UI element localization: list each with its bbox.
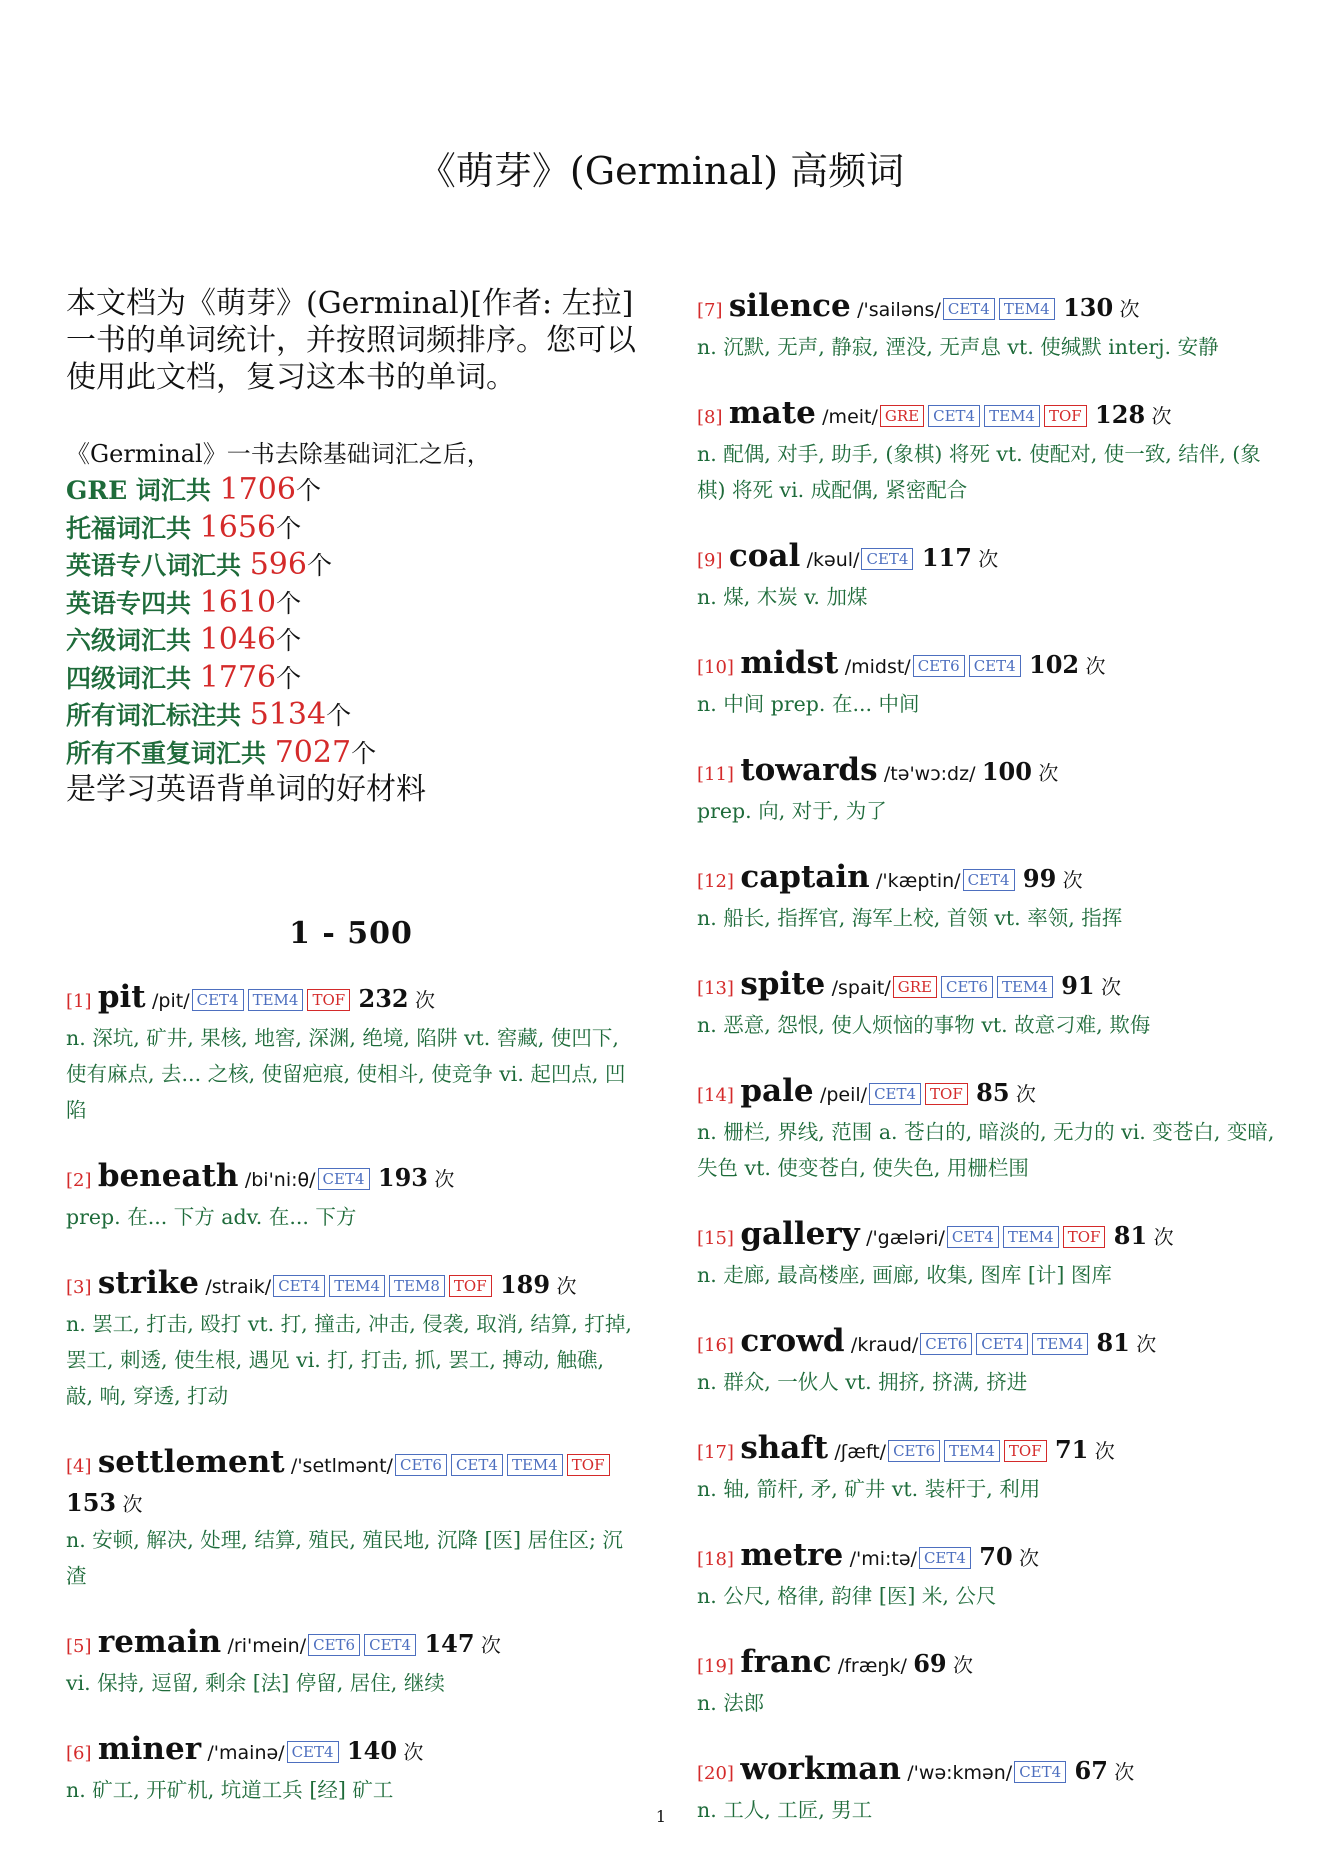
count-suffix: 次 xyxy=(1094,1439,1115,1463)
entry-word: pit xyxy=(97,979,146,1015)
stat-unit: 个 xyxy=(306,551,332,580)
entry-head xyxy=(697,1430,1277,1471)
entry-phonetic: /pit/ xyxy=(152,990,190,1012)
stat-row xyxy=(66,660,636,698)
entry-head xyxy=(66,1265,636,1306)
word-entry xyxy=(66,1624,636,1701)
entry-count: 189 xyxy=(499,1270,551,1299)
entry-phonetic: /'gæləri/ xyxy=(866,1227,945,1249)
entry-head xyxy=(697,966,1277,1007)
entry-word: towards xyxy=(740,752,878,788)
entry-count: 91 xyxy=(1061,971,1095,1000)
entry-head xyxy=(697,1751,1277,1792)
word-entry xyxy=(697,966,1277,1043)
stat-label: 英语专四共 xyxy=(66,588,200,618)
count-suffix: 次 xyxy=(1136,1332,1157,1356)
level-tag: TEM4 xyxy=(984,405,1040,427)
stat-label: 六级词汇共 xyxy=(66,626,200,655)
entry-index: [9] xyxy=(697,550,723,571)
entry-word: miner xyxy=(97,1731,202,1767)
stat-row xyxy=(66,735,636,773)
entry-word: coal xyxy=(728,538,801,574)
level-tag: TEM4 xyxy=(329,1275,385,1297)
stat-number: 1776 xyxy=(199,659,277,695)
entry-count: 147 xyxy=(424,1629,475,1658)
entry-count: 99 xyxy=(1022,864,1057,893)
entry-count: 85 xyxy=(976,1078,1010,1107)
stat-label: 四级词汇共 xyxy=(66,663,200,693)
stat-row xyxy=(66,510,636,548)
level-tag: TEM4 xyxy=(1032,1333,1088,1355)
entry-count: 117 xyxy=(921,543,972,572)
stats-lead: 《Germinal》一书去除基础词汇之后， xyxy=(66,440,491,468)
entry-index: [12] xyxy=(697,871,734,892)
entry-count: 81 xyxy=(1113,1221,1148,1250)
entry-phonetic: /'setlmənt/ xyxy=(290,1455,393,1477)
entry-word: settlement xyxy=(97,1444,285,1480)
entry-index: [15] xyxy=(697,1228,734,1249)
entry-head xyxy=(697,1323,1277,1364)
entry-head xyxy=(66,1731,636,1772)
stat-label: 托福词汇共 xyxy=(66,513,200,543)
entry-head xyxy=(697,859,1277,900)
stat-label: GRE 词汇共 xyxy=(66,476,220,505)
stat-unit: 个 xyxy=(276,513,302,543)
stat-row xyxy=(66,547,636,585)
entry-definition: n. 船长, 指挥官, 海军上校, 首领 vt. 率领, 指挥 xyxy=(697,906,1123,930)
count-suffix: 次 xyxy=(1062,868,1083,892)
entry-definition: n. 群众, 一伙人 vt. 拥挤, 挤满, 挤进 xyxy=(697,1370,1028,1394)
entry-word: silence xyxy=(728,288,851,324)
count-suffix: 次 xyxy=(122,1492,143,1516)
entry-head xyxy=(697,1644,1277,1685)
entry-index: [5] xyxy=(66,1636,92,1657)
left-entry-list xyxy=(66,979,636,1808)
count-suffix: 次 xyxy=(978,547,999,571)
entry-word: captain xyxy=(740,859,870,895)
count-suffix: 次 xyxy=(1019,1546,1040,1570)
level-tag: TOF xyxy=(1063,1226,1106,1248)
level-tag: TOF xyxy=(1044,405,1087,427)
entry-count: 71 xyxy=(1054,1435,1089,1464)
entry-head xyxy=(697,538,1277,579)
word-entry xyxy=(697,752,1277,829)
entry-head xyxy=(697,752,1277,793)
stat-row xyxy=(66,622,636,660)
word-entry xyxy=(697,859,1277,936)
stat-row xyxy=(66,697,636,735)
entry-word: workman xyxy=(740,1751,901,1787)
entry-index: [16] xyxy=(697,1335,734,1356)
level-tag: CET4 xyxy=(287,1741,339,1763)
level-tag: CET6 xyxy=(395,1454,447,1476)
word-entry xyxy=(66,979,636,1128)
entry-index: [17] xyxy=(697,1442,734,1463)
entry-phonetic: /midst/ xyxy=(844,656,911,678)
level-tag: TEM4 xyxy=(248,989,304,1011)
entry-word: gallery xyxy=(740,1216,860,1252)
entry-word: metre xyxy=(740,1537,844,1573)
entry-count: 102 xyxy=(1029,650,1080,679)
entry-head xyxy=(66,1444,636,1522)
count-suffix: 次 xyxy=(480,1633,501,1657)
level-tag: TEM4 xyxy=(507,1454,563,1476)
entry-phonetic: /'mainə/ xyxy=(207,1742,285,1764)
entry-phonetic: /spait/ xyxy=(831,977,891,999)
entry-word: strike xyxy=(97,1265,199,1301)
count-suffix: 次 xyxy=(556,1274,577,1298)
entry-count: 70 xyxy=(979,1542,1013,1571)
word-entry xyxy=(697,1430,1277,1507)
word-entry xyxy=(697,1323,1277,1400)
stat-unit: 个 xyxy=(295,476,321,505)
entry-index: [7] xyxy=(697,300,723,321)
entry-definition: n. 公尺, 格律, 韵律 [医] 米, 公尺 xyxy=(697,1584,997,1608)
level-tag: CET4 xyxy=(364,1634,416,1656)
level-tag: TEM4 xyxy=(997,976,1053,998)
level-tag: CET4 xyxy=(947,1226,999,1248)
word-entry xyxy=(697,1644,1277,1721)
level-tag: CET4 xyxy=(963,869,1015,891)
entry-head xyxy=(697,1537,1277,1578)
entry-phonetic: /'mi:tə/ xyxy=(849,1548,917,1570)
level-tag: TOF xyxy=(1004,1440,1047,1462)
range-heading: 1 - 500 xyxy=(289,916,413,951)
entry-definition: n. 恶意, 怨恨, 使人烦恼的事物 vt. 故意刁难, 欺侮 xyxy=(697,1013,1151,1037)
stat-number: 7027 xyxy=(274,734,352,770)
level-tag: GRE xyxy=(893,976,937,998)
count-suffix: 次 xyxy=(1100,975,1121,999)
level-tag: TOF xyxy=(925,1083,968,1105)
level-tag: TOF xyxy=(449,1275,492,1297)
entry-head xyxy=(697,1073,1277,1114)
entry-definition: n. 矿工, 开矿机, 坑道工兵 [经] 矿工 xyxy=(66,1778,394,1802)
entry-definition: n. 煤, 木炭 v. 加煤 xyxy=(697,585,868,609)
stat-unit: 个 xyxy=(326,701,352,730)
entry-word: crowd xyxy=(740,1323,845,1359)
entry-head xyxy=(697,288,1277,329)
level-tag: TEM4 xyxy=(944,1440,1000,1462)
intro-paragraph: 本文档为《萌芽》(Germinal)[作者: 左拉] 一书的单词统计，并按照词频排序。您可以使用此文档，复习这本书的单词。 xyxy=(66,286,636,395)
entry-head xyxy=(66,979,636,1020)
entry-index: [3] xyxy=(66,1277,92,1298)
stat-unit: 个 xyxy=(276,626,302,655)
page-number: 1 xyxy=(655,1807,667,1826)
stat-number: 1610 xyxy=(199,584,277,620)
level-tag: CET4 xyxy=(861,548,913,570)
entry-word: pale xyxy=(740,1073,814,1109)
stat-label: 所有词汇标注共 xyxy=(66,701,250,730)
level-tag: CET6 xyxy=(308,1634,360,1656)
count-suffix: 次 xyxy=(1114,1760,1135,1784)
entry-head xyxy=(697,645,1277,686)
entry-index: [10] xyxy=(697,657,734,678)
entry-phonetic: /peil/ xyxy=(819,1084,868,1106)
level-tag: CET4 xyxy=(318,1168,370,1190)
count-suffix: 次 xyxy=(403,1740,424,1764)
entry-head xyxy=(66,1158,636,1199)
word-entry xyxy=(697,1073,1277,1186)
stat-number: 1706 xyxy=(219,472,296,507)
entry-definition: n. 安顿, 解决, 处理, 结算, 殖民, 殖民地, 沉降 [医] 居住区; 沉渣 xyxy=(66,1528,623,1588)
count-suffix: 次 xyxy=(1038,761,1059,785)
entry-index: [2] xyxy=(66,1170,92,1191)
word-entry xyxy=(66,1265,636,1414)
level-tag: CET4 xyxy=(192,989,244,1011)
stat-number: 1046 xyxy=(199,622,277,657)
entry-word: spite xyxy=(740,966,826,1002)
right-column xyxy=(697,288,1277,1858)
entry-count: 81 xyxy=(1096,1328,1130,1357)
stat-label: 所有不重复词汇共 xyxy=(66,738,275,768)
word-entry xyxy=(66,1158,636,1235)
right-entry-list xyxy=(697,288,1277,1828)
entry-phonetic: /tə'wɔ:dz/ xyxy=(883,763,976,785)
level-tag: CET4 xyxy=(869,1083,921,1105)
stat-unit: 个 xyxy=(276,663,302,693)
entry-definition: vi. 保持, 逗留, 剩余 [法] 停留, 居住, 继续 xyxy=(66,1671,445,1695)
level-tag: GRE xyxy=(880,405,924,427)
entry-count: 140 xyxy=(346,1736,398,1765)
entry-count: 67 xyxy=(1074,1756,1108,1785)
word-entry xyxy=(697,395,1277,508)
level-tag: CET4 xyxy=(919,1547,971,1569)
page-title: 《萌芽》(Germinal) 高频词 xyxy=(417,149,905,193)
level-tag: CET4 xyxy=(273,1275,325,1297)
entry-index: [1] xyxy=(66,991,92,1012)
level-tag: CET4 xyxy=(1014,1761,1066,1783)
entry-phonetic: /straik/ xyxy=(205,1276,272,1298)
entry-phonetic: /'sailəns/ xyxy=(857,299,941,321)
count-suffix: 次 xyxy=(1151,404,1172,428)
entry-phonetic: /fræŋk/ xyxy=(837,1655,907,1677)
entry-word: midst xyxy=(740,645,839,681)
level-tag: CET4 xyxy=(451,1454,503,1476)
entry-count: 153 xyxy=(66,1488,117,1517)
stat-label: 英语专八词汇共 xyxy=(66,551,250,580)
stats-block xyxy=(66,436,636,808)
word-entry xyxy=(697,288,1277,365)
entry-phonetic: /'kæptin/ xyxy=(876,870,961,892)
entry-phonetic: /ʃæft/ xyxy=(834,1441,887,1463)
level-tag: CET6 xyxy=(941,976,993,998)
word-entry xyxy=(66,1731,636,1808)
entry-phonetic: /meit/ xyxy=(822,406,878,428)
level-tag: TEM8 xyxy=(389,1275,445,1297)
stat-row xyxy=(66,472,636,510)
entry-index: [18] xyxy=(697,1549,734,1570)
entry-index: [14] xyxy=(697,1085,734,1106)
count-suffix: 次 xyxy=(952,1653,973,1677)
entry-count: 193 xyxy=(377,1163,428,1192)
entry-definition: n. 罢工, 打击, 殴打 vt. 打, 撞击, 冲击, 侵袭, 取消, 结算, 打掉, 罢工, 刺透, 使生根, 遇见 vi. 打, 打击, 抓, 罢工, 搏动, 触礁, 敲, 响, 穿透, 打动 xyxy=(66,1312,632,1408)
entry-count: 130 xyxy=(1063,293,1114,322)
word-entry xyxy=(697,1216,1277,1293)
entry-phonetic: /ri'mein/ xyxy=(227,1635,307,1657)
entry-definition: n. 沉默, 无声, 静寂, 湮没, 无声息 vt. 使缄默 interj. 安静 xyxy=(697,335,1219,359)
entry-head xyxy=(697,1216,1277,1257)
entry-index: [19] xyxy=(697,1656,734,1677)
entry-count: 232 xyxy=(358,984,409,1013)
level-tag: CET6 xyxy=(920,1333,972,1355)
stats-tail: 是学习英语背单词的好材料 xyxy=(66,772,426,807)
entry-definition: n. 轴, 箭杆, 矛, 矿井 vt. 装杆于, 利用 xyxy=(697,1477,1041,1501)
entry-definition: n. 法郎 xyxy=(697,1691,765,1715)
entry-definition: prep. 向, 对于, 为了 xyxy=(697,799,887,823)
stat-row xyxy=(66,585,636,623)
entry-definition: n. 走廊, 最高楼座, 画廊, 收集, 图库 [计] 图库 xyxy=(697,1263,1112,1287)
entry-definition: n. 中间 prep. 在... 中间 xyxy=(697,692,920,716)
entry-index: [20] xyxy=(697,1763,734,1784)
entry-index: [4] xyxy=(66,1456,92,1477)
word-entry xyxy=(697,1537,1277,1614)
entry-head xyxy=(66,1624,636,1665)
level-tag: TOF xyxy=(307,989,350,1011)
count-suffix: 次 xyxy=(1119,297,1140,321)
stat-unit: 个 xyxy=(276,588,302,618)
entry-count: 128 xyxy=(1095,400,1146,429)
count-suffix: 次 xyxy=(1153,1225,1174,1249)
entry-phonetic: /kəul/ xyxy=(806,549,860,571)
entry-phonetic: /'wə:kmən/ xyxy=(907,1762,1013,1784)
entry-index: [6] xyxy=(66,1743,92,1764)
entry-index: [13] xyxy=(697,978,734,999)
level-tag: CET4 xyxy=(943,298,995,320)
stat-unit: 个 xyxy=(351,738,377,768)
entry-count: 69 xyxy=(913,1649,947,1678)
word-entry xyxy=(697,645,1277,722)
entry-definition: n. 工人, 工匠, 男工 xyxy=(697,1798,873,1822)
level-tag: TEM4 xyxy=(999,298,1055,320)
stat-number: 5134 xyxy=(249,697,327,732)
entry-word: beneath xyxy=(97,1158,239,1194)
count-suffix: 次 xyxy=(1085,654,1106,678)
count-suffix: 次 xyxy=(1015,1082,1036,1106)
entry-phonetic: /bi'ni:θ/ xyxy=(244,1169,316,1191)
entry-word: franc xyxy=(740,1644,832,1680)
level-tag: CET6 xyxy=(913,655,965,677)
word-entry xyxy=(697,538,1277,615)
level-tag: CET4 xyxy=(969,655,1021,677)
count-suffix: 次 xyxy=(414,988,435,1012)
entry-definition: prep. 在... 下方 adv. 在... 下方 xyxy=(66,1205,357,1229)
stat-number: 596 xyxy=(249,547,307,582)
level-tag: CET6 xyxy=(888,1440,940,1462)
entry-count: 100 xyxy=(981,757,1032,786)
entry-word: shaft xyxy=(740,1430,829,1466)
left-column xyxy=(66,285,636,1838)
level-tag: TOF xyxy=(567,1454,610,1476)
stats-list xyxy=(66,472,636,772)
entry-definition: n. 深坑, 矿井, 果核, 地窖, 深渊, 绝境, 陷阱 vt. 窖藏, 使凹下, 使有麻点, 去... 之核, 使留疤痕, 使相斗, 使竞争 vi. 起凹点, 凹陷 xyxy=(66,1026,626,1122)
level-tag: CET4 xyxy=(976,1333,1028,1355)
entry-index: [8] xyxy=(697,407,723,428)
level-tag: CET4 xyxy=(928,405,980,427)
entry-word: mate xyxy=(728,395,816,431)
entry-definition: n. 栅栏, 界线, 范围 a. 苍白的, 暗淡的, 无力的 vi. 变苍白, 变暗, 失色 vt. 使变苍白, 使失色, 用栅栏围 xyxy=(697,1120,1275,1180)
entry-head xyxy=(697,395,1277,436)
entry-index: [11] xyxy=(697,764,734,785)
count-suffix: 次 xyxy=(434,1167,455,1191)
entry-definition: n. 配偶, 对手, 助手, (象棋) 将死 vt. 使配对, 使一致, 结伴, (象棋) 将死 vi. 成配偶, 紧密配合 xyxy=(697,442,1261,502)
word-entry xyxy=(66,1444,636,1594)
entry-word: remain xyxy=(97,1624,222,1660)
stat-number: 1656 xyxy=(199,509,277,545)
level-tag: TEM4 xyxy=(1003,1226,1059,1248)
entry-phonetic: /kraud/ xyxy=(850,1334,919,1356)
